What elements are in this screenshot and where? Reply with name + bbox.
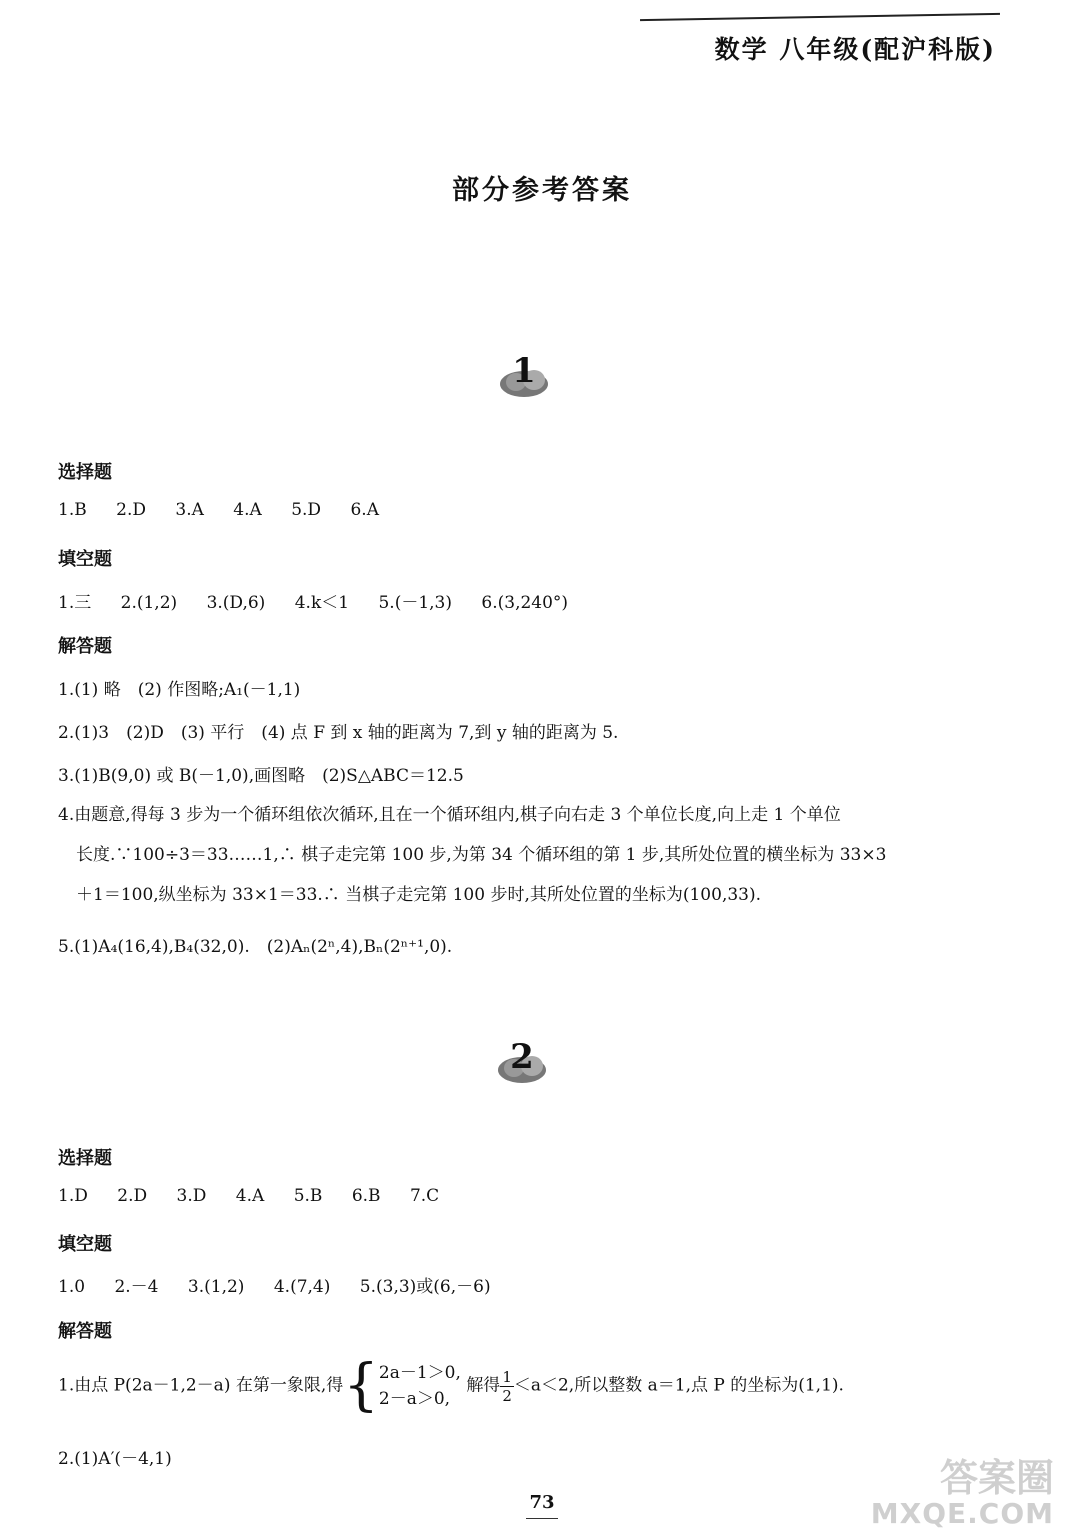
answer-item: 5.D	[291, 500, 322, 520]
answer-item: 4.A	[233, 500, 262, 520]
answer-item: 3.A	[175, 500, 204, 520]
brace-symbol: {	[343, 1353, 379, 1418]
section-heading-choice: 选择题	[58, 1148, 112, 1169]
solve-answer-4-line: 4.由题意,得每 3 步为一个循环组依次循环,且在一个循环组内,棋子向右走 3 个单位长度,向上走 1 个单位	[58, 805, 841, 825]
answer-item: 5.B	[293, 1186, 323, 1206]
solve-answer-2b: 2.(1)A′(－4,1)	[58, 1449, 172, 1469]
choice-answers-2	[58, 1186, 439, 1206]
solve-text: 1.由点 P(2a－1,2－a) 在第一象限,得	[58, 1375, 344, 1396]
answer-item: 2.D	[117, 1186, 148, 1206]
answer-item: 1.三	[58, 593, 92, 613]
solve-text: ＜a＜2,所以整数 a＝1,点 P 的坐标为(1,1).	[513, 1375, 844, 1396]
watermark	[870, 1456, 1054, 1532]
answer-item: 6.(3,240°)	[481, 593, 569, 613]
watermark-url: MXQE.COM	[870, 1497, 1054, 1530]
fraction	[500, 1368, 514, 1405]
page-title: 部分参考答案	[452, 175, 632, 206]
section-heading-fill: 填空题	[58, 549, 112, 570]
answer-item: 2.D	[116, 500, 146, 520]
answer-item: 7.C	[409, 1186, 440, 1206]
running-header: 数学 八年级(配沪科版)	[714, 35, 996, 64]
answer-item: 3.(D,6)	[206, 593, 266, 613]
answer-item: 3.(1,2)	[187, 1277, 245, 1297]
answer-item: 4.A	[235, 1186, 265, 1206]
choice-answers-1	[58, 500, 379, 520]
answer-item: 1.D	[58, 1186, 88, 1206]
answer-item: 4.k＜1	[294, 593, 350, 613]
answer-item: 2.(1,2)	[120, 593, 178, 613]
section-heading-solve: 解答题	[58, 636, 112, 657]
section-heading-solve: 解答题	[58, 1321, 112, 1342]
section-badge-number: 1	[512, 352, 536, 391]
answer-item: 5.(－1,3)	[378, 593, 452, 613]
answer-item: 5.(3,3)或(6,－6)	[359, 1277, 491, 1297]
watermark-logo: 答案圈	[939, 1456, 1054, 1500]
solve-answer-4-line: ＋1＝100,纵坐标为 33×1＝33.∴ 当棋子走完第 100 步时,其所处位置的坐标为(100,33).	[76, 885, 762, 905]
answer-item: 3.D	[176, 1186, 207, 1206]
section-badge-2	[494, 1038, 550, 1088]
solve-answer-3: 3.(1)B(9,0) 或 B(－1,0),画图略 (2)S△ABC＝12.5	[58, 766, 464, 786]
fill-answers-2	[58, 1272, 491, 1297]
solve-answer-5: 5.(1)A₄(16,4),B₄(32,0). (2)Aₙ(2ⁿ,4),Bₙ(2ⁿ⁺¹,0).	[58, 937, 453, 957]
solve-answer-1: 1.(1) 略 (2) 作图略;A₁(－1,1)	[58, 680, 301, 700]
solve-text: 解得	[466, 1375, 501, 1396]
answer-item: 6.B	[351, 1186, 381, 1206]
answer-item: 1.0	[58, 1277, 86, 1297]
answer-item: 1.B	[58, 500, 87, 520]
answer-item: 6.A	[350, 500, 379, 520]
section-badge-1	[496, 352, 552, 402]
answer-item: 4.(7,4)	[273, 1277, 331, 1297]
inequality-system	[379, 1360, 461, 1412]
section-heading-fill: 填空题	[58, 1234, 112, 1255]
section-heading-choice: 选择题	[58, 462, 112, 483]
fraction-denominator: 2	[502, 1386, 512, 1405]
answer-item: 2.－4	[114, 1277, 159, 1297]
inequality: 2a－1＞0,	[378, 1363, 461, 1383]
header-rule	[640, 13, 1000, 21]
solve-answer-1b	[58, 1353, 844, 1418]
section-badge-number: 2	[510, 1038, 534, 1077]
solve-answer-2: 2.(1)3 (2)D (3) 平行 (4) 点 F 到 x 轴的距离为 7,到 y 轴的距离为 5.	[58, 723, 619, 743]
solve-answer-4-line: 长度.∵100÷3＝33……1,∴ 棋子走完第 100 步,为第 34 个循环组的第 1 步,其所处位置的横坐标为 33×3	[76, 845, 887, 865]
solve-answer-4	[58, 795, 998, 915]
page-number: 73	[529, 1492, 555, 1513]
inequality: 2－a＞0,	[378, 1389, 451, 1409]
page-number-underline	[526, 1518, 558, 1519]
fraction-numerator: 1	[502, 1367, 512, 1386]
fill-answers-1	[58, 588, 568, 613]
